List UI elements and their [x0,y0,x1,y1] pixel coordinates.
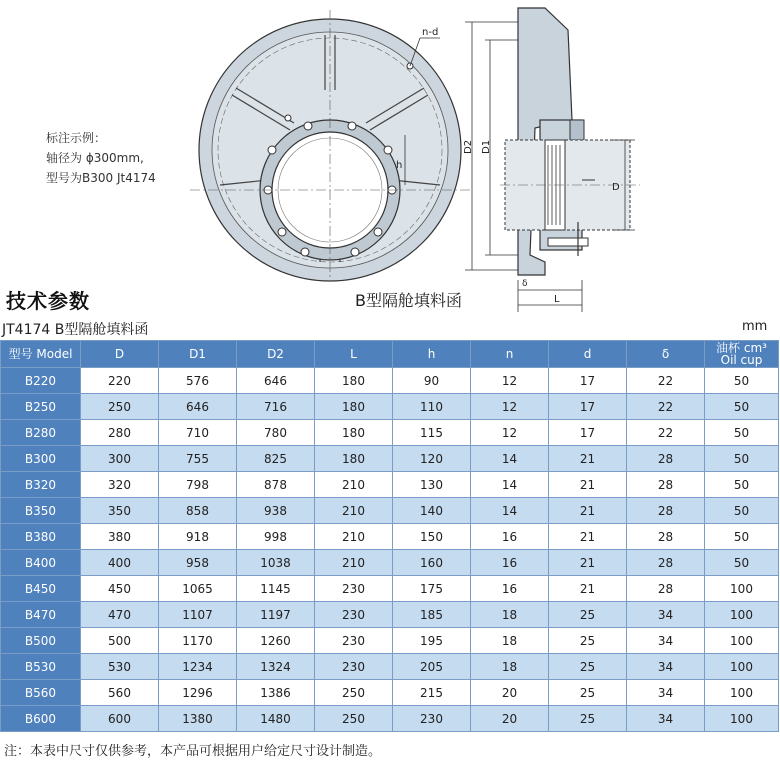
table-caption: JT4174 B型隔舱填料函 [2,322,149,338]
cell-oil-cup: 50 [705,472,779,498]
cell-D: 450 [81,576,159,602]
cell-delta: 22 [627,420,705,446]
cell-D2: 780 [237,420,315,446]
cell-h: 205 [393,654,471,680]
cell-model: B300 [1,446,81,472]
cell-D1: 710 [159,420,237,446]
cell-D: 600 [81,706,159,732]
cell-L: 230 [315,654,393,680]
cell-h: 160 [393,550,471,576]
cell-oil-cup: 50 [705,368,779,394]
side-view [463,8,640,312]
cell-delta: 22 [627,368,705,394]
cell-d: 21 [549,550,627,576]
cell-D: 470 [81,602,159,628]
cell-L: 210 [315,498,393,524]
header-d: d [549,341,627,368]
cell-D: 250 [81,394,159,420]
cell-h: 175 [393,576,471,602]
cell-delta: 34 [627,706,705,732]
cell-n: 14 [471,498,549,524]
cell-model: B250 [1,394,81,420]
table-row [1,680,779,706]
header-D1: D1 [159,341,237,368]
cell-h: 150 [393,524,471,550]
header-D2: D2 [237,341,315,368]
header-model: 型号 Model [1,341,81,368]
cell-n: 16 [471,550,549,576]
cell-h: 195 [393,628,471,654]
cell-delta: 28 [627,472,705,498]
note-line-3: 型号为B300 Jt4174 [46,171,156,185]
cell-n: 16 [471,576,549,602]
cell-delta: 34 [627,602,705,628]
cell-D2: 878 [237,472,315,498]
cell-d: 21 [549,576,627,602]
table-header-row [1,341,779,368]
cell-d: 25 [549,680,627,706]
cell-model: B560 [1,680,81,706]
cell-d: 25 [549,628,627,654]
cell-oil-cup: 100 [705,576,779,602]
cell-D: 530 [81,654,159,680]
cell-h: 185 [393,602,471,628]
cell-delta: 28 [627,576,705,602]
cell-h: 230 [393,706,471,732]
spec-table [0,340,779,732]
cell-d: 17 [549,420,627,446]
header-h: h [393,341,471,368]
cell-D: 220 [81,368,159,394]
oil-cup-line-1: 油杯 cm³ [716,341,767,355]
cell-L: 180 [315,394,393,420]
cell-n: 14 [471,446,549,472]
table-row [1,706,779,732]
header-oil-cup [705,341,779,368]
cell-D1: 576 [159,368,237,394]
cell-delta: 28 [627,498,705,524]
note-line-1: 标注示例： [46,131,107,145]
table-row [1,576,779,602]
cell-d: 25 [549,654,627,680]
cell-D: 350 [81,498,159,524]
table-row [1,472,779,498]
cell-model: B500 [1,628,81,654]
cell-D: 320 [81,472,159,498]
cell-delta: 28 [627,550,705,576]
cell-model: B530 [1,654,81,680]
cell-oil-cup: 50 [705,420,779,446]
annotation-example [46,128,156,188]
cell-L: 230 [315,576,393,602]
cell-n: 12 [471,420,549,446]
cell-D1: 1065 [159,576,237,602]
header-L: L [315,341,393,368]
cell-D2: 1038 [237,550,315,576]
cell-n: 14 [471,472,549,498]
cell-h: 110 [393,394,471,420]
cell-D1: 918 [159,524,237,550]
table-row [1,524,779,550]
cell-D2: 1480 [237,706,315,732]
note-line-2: 轴径为 ϕ300mm, [46,151,144,165]
cell-D2: 938 [237,498,315,524]
table-row [1,368,779,394]
cell-D1: 1380 [159,706,237,732]
cell-D1: 1234 [159,654,237,680]
table-body [1,368,779,732]
unit-label: mm [742,319,768,334]
cell-h: 115 [393,420,471,446]
cell-model: B350 [1,498,81,524]
table-row [1,550,779,576]
cell-L: 180 [315,368,393,394]
cell-n: 18 [471,654,549,680]
cell-model: B450 [1,576,81,602]
cell-model: B470 [1,602,81,628]
oil-cup-line-2: Oil cup [720,353,763,367]
D1-label: D1 [481,139,492,154]
cell-L: 230 [315,602,393,628]
cell-model: B400 [1,550,81,576]
cell-d: 25 [549,602,627,628]
cell-D: 300 [81,446,159,472]
delta-label: δ [522,279,528,289]
cell-oil-cup: 50 [705,550,779,576]
nd-label: n-d [422,27,439,38]
cell-L: 210 [315,550,393,576]
cell-D: 500 [81,628,159,654]
L-label: L [554,294,560,305]
cell-D: 400 [81,550,159,576]
cell-n: 20 [471,680,549,706]
table-row [1,446,779,472]
cell-L: 250 [315,680,393,706]
cell-n: 18 [471,602,549,628]
cell-model: B220 [1,368,81,394]
cell-D: 280 [81,420,159,446]
cell-D2: 1197 [237,602,315,628]
cell-oil-cup: 100 [705,654,779,680]
cell-d: 25 [549,706,627,732]
header-D: D [81,341,159,368]
cell-n: 12 [471,368,549,394]
cell-L: 210 [315,472,393,498]
cell-delta: 34 [627,680,705,706]
cell-model: B280 [1,420,81,446]
cell-oil-cup: 50 [705,394,779,420]
cell-oil-cup: 50 [705,524,779,550]
cell-D1: 1296 [159,680,237,706]
cell-n: 12 [471,394,549,420]
footnote: 注：本表中尺寸仅供参考，本产品可根据用户给定尺寸设计制造。 [4,744,382,759]
cell-d: 21 [549,472,627,498]
table-row [1,628,779,654]
cell-L: 230 [315,628,393,654]
product-title: B型隔舱填料函 [355,291,462,310]
D-label: D [612,182,620,193]
cell-D2: 1260 [237,628,315,654]
cell-d: 21 [549,446,627,472]
cell-model: B320 [1,472,81,498]
cell-model: B600 [1,706,81,732]
cell-h: 130 [393,472,471,498]
cell-D: 380 [81,524,159,550]
header-n: n [471,341,549,368]
table-row [1,498,779,524]
cell-delta: 34 [627,628,705,654]
cell-D2: 716 [237,394,315,420]
cell-oil-cup: 50 [705,446,779,472]
cell-oil-cup: 100 [705,628,779,654]
cell-d: 21 [549,498,627,524]
h-label: h [396,160,403,171]
cell-d: 17 [549,394,627,420]
section-title: 技术参数 [6,289,90,313]
cell-h: 215 [393,680,471,706]
cell-L: 250 [315,706,393,732]
cell-delta: 34 [627,654,705,680]
cell-D1: 646 [159,394,237,420]
cell-n: 20 [471,706,549,732]
cell-model: B380 [1,524,81,550]
cell-D2: 1386 [237,680,315,706]
cell-D1: 1170 [159,628,237,654]
cell-D1: 755 [159,446,237,472]
cell-L: 210 [315,524,393,550]
cell-L: 180 [315,446,393,472]
cell-D2: 1324 [237,654,315,680]
cell-delta: 28 [627,446,705,472]
cell-delta: 28 [627,524,705,550]
cell-D2: 646 [237,368,315,394]
cell-D2: 998 [237,524,315,550]
cell-h: 90 [393,368,471,394]
cell-D1: 958 [159,550,237,576]
cell-L: 180 [315,420,393,446]
cell-oil-cup: 50 [705,498,779,524]
cell-D1: 1107 [159,602,237,628]
cell-delta: 22 [627,394,705,420]
D2-label: D2 [463,139,474,154]
cell-oil-cup: 100 [705,602,779,628]
cell-h: 120 [393,446,471,472]
cell-D2: 825 [237,446,315,472]
cell-D2: 1145 [237,576,315,602]
cell-h: 140 [393,498,471,524]
cell-D: 560 [81,680,159,706]
cell-n: 18 [471,628,549,654]
header-delta: δ [627,341,705,368]
cell-oil-cup: 100 [705,706,779,732]
table-row [1,394,779,420]
front-view [190,10,470,281]
table-row [1,654,779,680]
cell-d: 17 [549,368,627,394]
table-row [1,420,779,446]
table-row [1,602,779,628]
cell-D1: 858 [159,498,237,524]
cell-n: 16 [471,524,549,550]
cell-oil-cup: 100 [705,680,779,706]
cell-d: 21 [549,524,627,550]
cell-D1: 798 [159,472,237,498]
